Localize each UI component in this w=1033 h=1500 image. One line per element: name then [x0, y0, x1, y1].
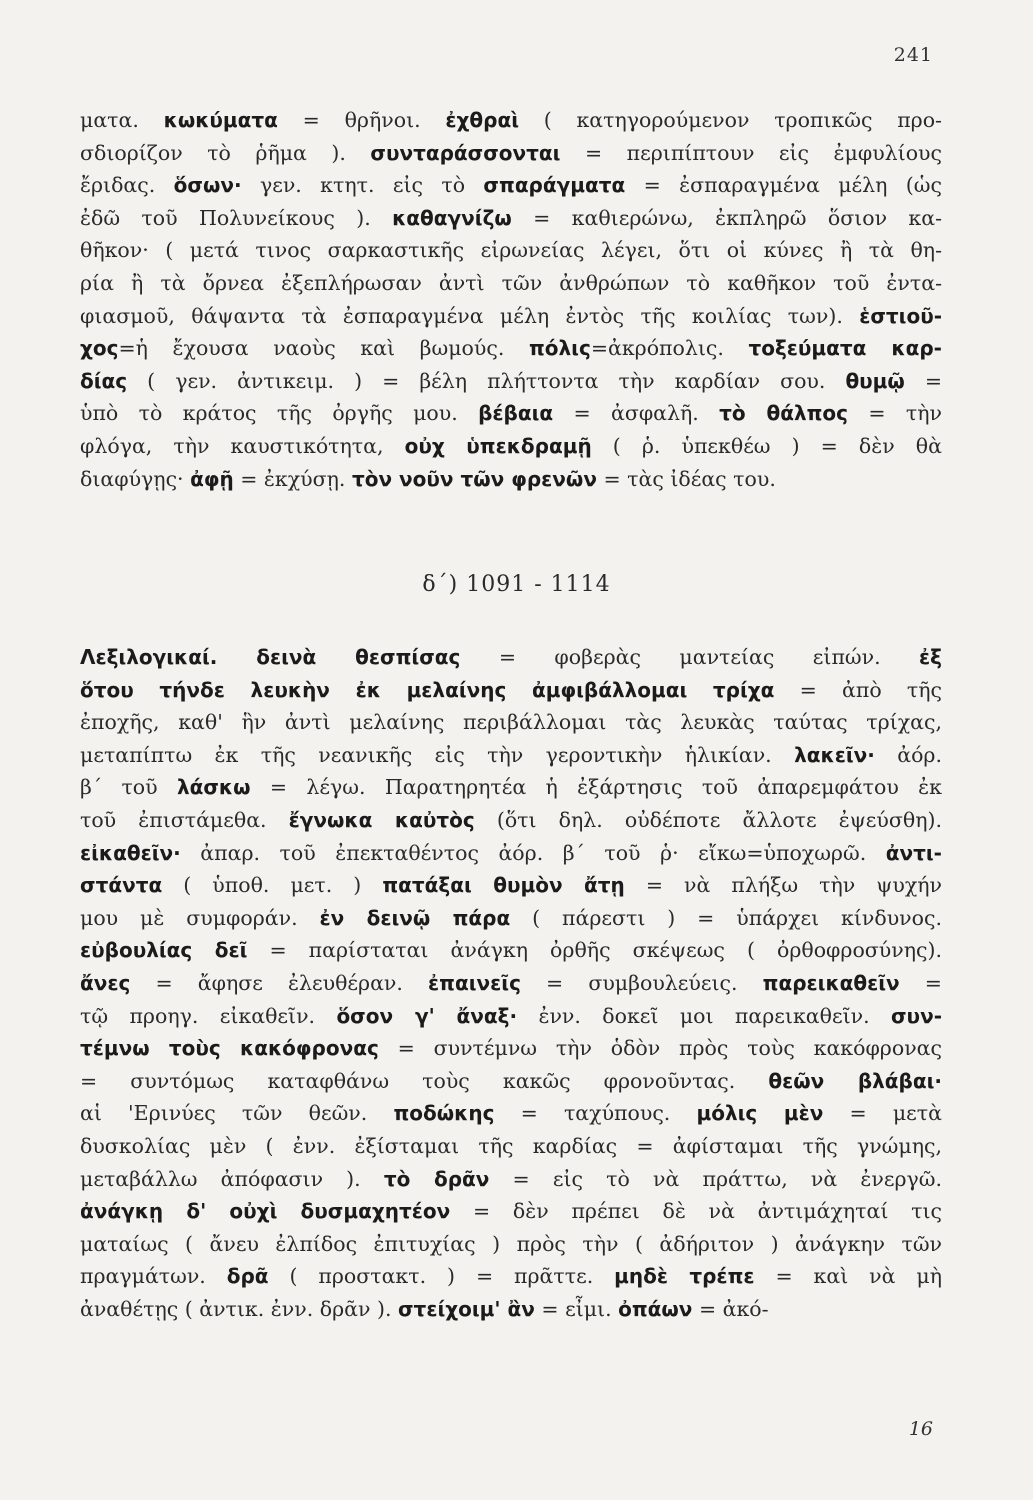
gloss-text: = δὲν πρέπει δὲ νὰ ἀντιμάχηταί τις	[450, 1199, 942, 1224]
text-line	[80, 1130, 942, 1163]
gloss-text: μεταβάλλω ἀπόφασιν ).	[80, 1166, 384, 1191]
text-line	[80, 1065, 942, 1098]
gloss-text: γεν. κτητ. εἰς τὸ	[241, 173, 484, 198]
lemma-term: ποδώκης	[393, 1101, 495, 1126]
gloss-text: = συμβουλεύεις.	[520, 970, 763, 995]
gloss-text: ματαίως ( ἄνευ ἐλπίδος ἐπιτυχίας ) πρὸς τὴν ( ἀδήριτον ) ἀνάγκην τῶν	[80, 1231, 942, 1256]
lemma-term: Λεξιλογικαί. δεινὰ θεσπίσας	[80, 645, 461, 669]
text-line	[80, 902, 942, 935]
gloss-text: β΄ τοῦ	[80, 775, 177, 800]
gloss-text: = ἄφησε ἐλευθέραν.	[130, 970, 429, 995]
section-heading: δ΄) 1091 - 1114	[422, 572, 611, 597]
text-line	[80, 137, 942, 170]
text-line	[80, 1293, 942, 1326]
lemma-term: ὅσον γ' ἄναξ·	[336, 1003, 518, 1028]
text-line	[80, 1260, 942, 1293]
gloss-text: ἀόρ.	[874, 742, 943, 767]
gloss-text: ἀπαρ. τοῦ ἐπεκταθέντος ἀόρ. β΄ τοῦ ῥ· εἴκω=ὑποχωρῶ.	[180, 840, 886, 865]
lemma-term: ἑστιοῦ-	[859, 303, 942, 328]
lemma-term: χος	[80, 336, 119, 361]
gloss-text: σδιορίζον τὸ ῥῆμα ).	[80, 140, 371, 165]
text-line	[80, 169, 942, 202]
lemma-term: συνταράσσονται	[370, 140, 561, 165]
text-line	[80, 332, 942, 365]
text-block-1	[80, 104, 942, 495]
text-line	[80, 300, 942, 333]
lemma-term: ἐχθραὶ	[445, 108, 519, 132]
gloss-text: = θρῆνοι.	[277, 108, 446, 132]
gloss-text: = τὰς ἰδέας του.	[596, 466, 776, 491]
lemma-term: τοξεύματα καρ-	[748, 336, 942, 361]
gloss-text: ὑπὸ τὸ κράτος τῆς ὀργῆς μου.	[80, 401, 479, 426]
gloss-text: = ἀσφαλῆ.	[553, 401, 720, 426]
text-line	[80, 837, 942, 870]
lemma-term: ἐν δεινῷ πάρα	[319, 905, 511, 930]
text-line	[80, 397, 942, 430]
lemma-term: μόλις μὲν	[696, 1101, 824, 1126]
gloss-text: ἐνν. δοκεῖ μοι παρεικαθεῖν.	[517, 1003, 891, 1028]
gloss-text: αἱ 'Ερινύες τῶν θεῶν.	[80, 1101, 394, 1126]
lemma-term: βέβαια	[478, 401, 554, 426]
gloss-text: μεταπίπτω ἐκ τῆς νεανικῆς εἰς τὴν γεροντικὴν ἡλικίαν.	[80, 742, 795, 767]
lemma-term: στάντα	[80, 873, 163, 898]
lemma-term: θεῶν βλάβαι·	[768, 1068, 942, 1093]
lemma-term: τὸν νοῦν τῶν φρενῶν	[351, 466, 597, 491]
text-line	[80, 267, 942, 300]
lemma-term: λάσκω	[176, 775, 251, 800]
gloss-text: = μετὰ	[823, 1101, 942, 1126]
text-line	[80, 967, 942, 1000]
text-line	[80, 1228, 942, 1261]
lemma-term: ἔγνωκα καὐτὸς	[288, 807, 475, 832]
lemma-term: ἄνες	[80, 970, 131, 995]
lemma-term: ἀφῇ	[190, 466, 234, 491]
gloss-text: = καθιερώνω, ἐκπληρῶ ὅσιον κα-	[511, 205, 942, 230]
gloss-text: = φοβερὰς μαντείας εἰπών.	[460, 645, 920, 669]
gloss-text: ματα.	[80, 108, 164, 132]
text-line	[80, 869, 942, 902]
gloss-text: =ἡ ἔχουσα ναοὺς καὶ βωμούς.	[118, 336, 529, 361]
gloss-text: (ὅτι δηλ. οὐδέποτε ἄλλοτε ἐψεύσθη).	[474, 807, 942, 832]
gloss-text: θῆκον· ( μετά τινος σαρκαστικῆς εἰρωνείας λέγει, ὅτι οἱ κύνες ἢ τὰ θη-	[80, 238, 942, 263]
page-number: 241	[893, 44, 933, 66]
lemma-term: πατάξαι θυμὸν ἄτῃ	[382, 873, 625, 898]
lemma-term: ὅτου τήνδε λευκὴν ἐκ μελαίνης ἀμφιβάλλομαι τρίχα	[80, 677, 775, 702]
lemma-term: ἐπαινεῖς	[428, 970, 521, 995]
lemma-term: εὐβουλίας δεῖ	[80, 938, 248, 963]
gloss-text: = συντόμως καταφθάνω τοὺς κακῶς φρονοῦντας.	[80, 1068, 769, 1093]
gloss-text: = ἀπὸ τῆς	[774, 677, 942, 702]
lemma-term: σπαράγματα	[483, 173, 626, 198]
lemma-term: παρεικαθεῖν	[762, 970, 900, 995]
gloss-text: ἐδῶ τοῦ Πολυνείκους ).	[80, 205, 393, 230]
gloss-text: = νὰ πλήξω τὴν ψυχήν	[624, 873, 943, 898]
gloss-text: ἔριδας.	[80, 173, 174, 198]
gloss-text: = λέγω. Παρατηρητέα ἡ ἐξάρτησις τοῦ ἀπαρεμφάτου ἐκ	[250, 775, 942, 800]
gloss-text: = καὶ νὰ μὴ	[754, 1264, 942, 1289]
text-line	[80, 739, 942, 772]
lemma-term: μηδὲ τρέπε	[614, 1264, 755, 1289]
gloss-text: φιασμοῦ, θάψαντα τὰ ἐσπαραγμένα μέλη ἐντὸς τῆς κοιλίας των).	[80, 303, 860, 328]
lemma-term: ὅσων·	[173, 173, 242, 198]
text-line	[80, 1097, 942, 1130]
gloss-text: =	[904, 368, 943, 393]
gloss-text: τοῦ ἐπιστάμεθα.	[80, 807, 289, 832]
text-line	[80, 234, 942, 267]
gloss-text: = ταχύπους.	[494, 1101, 697, 1126]
text-line	[80, 771, 942, 804]
lemma-term: στείχοιμ' ἂν	[397, 1296, 535, 1321]
lemma-term: ἀντι-	[885, 840, 942, 865]
lemma-term: ἀνάγκῃ δ' οὐχὶ δυσμαχητέον	[80, 1199, 451, 1224]
gloss-text: πραγμάτων.	[80, 1264, 227, 1289]
printer-signature: 16	[908, 1418, 933, 1440]
text-line	[80, 804, 942, 837]
lemma-term: τὸ δρᾶν	[383, 1166, 490, 1191]
gloss-text: = ἐκχύσῃ.	[233, 466, 352, 491]
gloss-text: διαφύγῃς·	[80, 466, 191, 491]
text-block-2	[80, 641, 942, 1325]
lemma-term: θυμῷ	[845, 368, 905, 393]
lemma-term: συν-	[890, 1003, 942, 1028]
gloss-text: ( προστακτ. ) = πρᾶττε.	[268, 1264, 615, 1289]
lemma-term: λακεῖν·	[794, 742, 875, 767]
lemma-term: εἰκαθεῖν·	[80, 840, 181, 865]
gloss-text: ἀναθέτῃς ( ἀντικ. ἐνν. δρᾶν ).	[80, 1296, 398, 1321]
gloss-text: ( γεν. ἀντικειμ. ) = βέλη πλήττοντα τὴν καρδίαν σου.	[127, 368, 846, 393]
lemma-term: τέμνω τοὺς κακόφρονας	[80, 1036, 379, 1061]
gloss-text: = εἶμι.	[534, 1296, 619, 1321]
gloss-text: = ἐσπαραγμένα μέλη (ὡς	[625, 173, 942, 198]
gloss-text: τῷ προηγ. εἰκαθεῖν.	[80, 1003, 337, 1028]
text-line	[80, 1195, 942, 1228]
text-line	[80, 365, 942, 398]
gloss-text: ( κατηγορούμενον τροπικῶς προ-	[519, 108, 942, 132]
text-line	[80, 104, 942, 137]
gloss-text: δυσκολίας μὲν ( ἐνν. ἐξίσταμαι τῆς καρδίας = ἀφίσταμαι τῆς γνώμης,	[80, 1133, 942, 1158]
lemma-term: ὀπάων	[618, 1296, 693, 1321]
text-line	[80, 430, 942, 463]
gloss-text: φλόγα, τὴν καυστικότητα,	[80, 433, 405, 458]
gloss-text: ἐποχῆς, καθ' ἣν ἀντὶ μελαίνης περιβάλλομαι τὰς λευκὰς ταύτας τρίχας,	[80, 710, 942, 735]
lemma-term: πόλις	[528, 336, 591, 361]
gloss-text: = ἀκό-	[692, 1296, 769, 1321]
gloss-text: =	[899, 970, 942, 995]
gloss-text: μου μὲ συμφοράν.	[80, 905, 320, 930]
gloss-text: = τὴν	[848, 401, 942, 426]
text-line	[80, 1000, 942, 1033]
lemma-term: καθαγνίζω	[392, 205, 512, 230]
lemma-term: τὸ θάλπος	[719, 401, 849, 426]
gloss-text: = παρίσταται ἀνάγκη ὀρθῆς σκέψεως ( ὀρθοφροσύνης).	[247, 938, 943, 963]
text-line	[80, 463, 942, 496]
text-line	[80, 1032, 942, 1065]
text-line	[80, 641, 942, 674]
text-line	[80, 674, 942, 707]
lemma-term: οὐχ ὑπεκδραμῇ	[404, 433, 592, 458]
gloss-text: ( ῥ. ὑπεκθέω ) = δὲν θὰ	[591, 433, 942, 458]
gloss-text: =ἀκρόπολις.	[590, 336, 749, 361]
gloss-text: ( ὑποθ. μετ. )	[162, 873, 383, 898]
text-line	[80, 934, 942, 967]
text-line	[80, 1163, 942, 1196]
lemma-term: δρᾶ	[226, 1264, 269, 1289]
gloss-text: ρία ἢ τὰ ὄρνεα ἐξεπλήρωσαν ἀντὶ τῶν ἀνθρώπων τὸ καθῆκον τοῦ ἐντα-	[80, 270, 942, 295]
text-line	[80, 202, 942, 235]
lemma-term: δίας	[80, 368, 128, 393]
gloss-text: = συντέμνω τὴν ὁδὸν πρὸς τοὺς κακόφρονας	[378, 1036, 942, 1061]
lemma-term: κωκύματα	[163, 108, 278, 132]
lemma-term: ἐξ	[919, 645, 942, 669]
text-line	[80, 706, 942, 739]
gloss-text: ( πάρεστι ) = ὑπάρχει κίνδυνος.	[510, 905, 942, 930]
gloss-text: = εἰς τὸ νὰ πράττω, νὰ ἐνεργῶ.	[489, 1166, 942, 1191]
gloss-text: = περιπίπτουν εἰς ἐμφυλίους	[560, 140, 942, 165]
